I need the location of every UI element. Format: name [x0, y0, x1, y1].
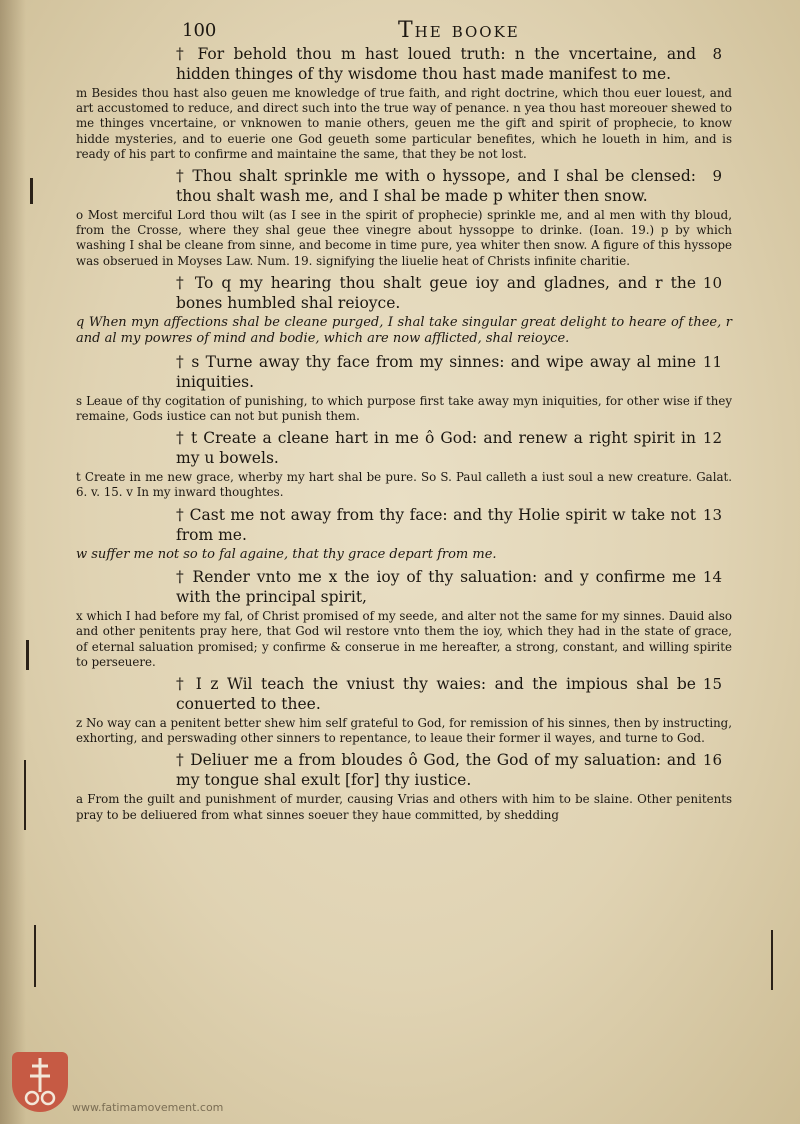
page-number: 100	[182, 20, 217, 41]
page-title: The booke	[398, 18, 520, 43]
margin-rule	[34, 925, 36, 987]
annotation-note: w suffer me not so to fal againe, that thy grace depart from me.	[76, 546, 497, 562]
annotation-note: x which I had before my fal, of Christ promised of my seede, and alter not the same for my sinnes. Dauid also and other penitents pray here, that God wil restore vnto them the ioy, which they had in the state of grace, of eternal saluation promised; y confirme & conserue in me hereafter, a strong, constant, and willing spirite to perseuere.	[76, 609, 732, 669]
verse-text: † Thou shalt sprinkle me with o hyssope, and I shal be clensed: thou shalt wash me, and I shal be made p whiter then snow.	[176, 167, 696, 206]
annotation-note: o Most merciful Lord thou wilt (as I see in the spirit of prophecie) sprinkle me, and al men with thy bloud, from the Crosse, where they shal geue thee vinegre about hyssoppe to drinke. (Ioan. 19.) p by which washing I shal be cleane from sinne, and become in time pure, yea whiter then snow. A figure of this hyssope was obserued in Moyses Law. Num. 19. signifying the liuelie heat of Christs infinite charitie.	[76, 208, 732, 268]
verse	[176, 273, 722, 313]
verse-number: 16	[702, 751, 722, 770]
verse-text: † t Create a cleane hart in me ô God: and renew a right spirit in my u bowels.	[176, 429, 696, 468]
verse-number: 10	[702, 273, 722, 292]
verse-number: 14	[702, 568, 722, 587]
source-url: www.fatimamovement.com	[72, 1101, 224, 1114]
verse-number: 9	[712, 167, 722, 186]
verse	[176, 428, 722, 468]
verse-text: † For behold thou m hast loued truth: n the vncertaine, and hidden thinges of thy wisdome thou hast made manifest to me.	[176, 45, 696, 83]
verse-text: † I z Wil teach the vniust thy waies: and the impious shal be conuerted to thee.	[176, 674, 696, 713]
annotation-note: z No way can a penitent better shew him self grateful to God, for remission of his sinnes, then by instructing, exhorting, and perswading other sinners to repentance, to leaue their former il wayes, and turne to God.	[76, 715, 732, 746]
verse-text: † Cast me not away from thy face: and thy Holie spirit w take not from me.	[176, 505, 696, 544]
margin-rule	[24, 760, 26, 830]
annotation-note: t Create in me new grace, wherby my hart shal be pure. So S. Paul calleth a iust soul a new creature. Galat. 6. v. 15. v In my inward thoughtes.	[76, 470, 732, 500]
verse	[176, 750, 722, 790]
verse	[176, 567, 722, 607]
verse	[176, 674, 722, 714]
margin-rule	[771, 930, 773, 990]
verse-number: 13	[702, 505, 722, 524]
verse	[176, 166, 722, 206]
verse-text: † Deliuer me a from bloudes ô God, the God of my saluation: and my tongue shal exult [for] thy iustice.	[176, 751, 696, 790]
margin-rule	[30, 178, 33, 204]
running-header	[0, 16, 800, 46]
annotation-note: a From the guilt and punishment of murder, causing Vrias and others with him to be slaine. Other penitents pray to be deliuered from what sinnes soeuer they haue committed, by shedding	[76, 792, 732, 822]
verse	[176, 505, 722, 545]
verse-number: 15	[702, 674, 722, 693]
verse	[176, 44, 722, 84]
annotation-note: m Besides thou hast also geuen me knowledge of true faith, and right doctrine, which thou euer louest, and art accustomed to reduce, and direct such into the true way of penance. n yea thou hast moreouer shewed to me thinges vncertaine, or vnknowen to manie others, geuen me the gift and spirit of prophecie, to know hidde mysteries, and to euerie one God geueth some particular benefites, which he loueth in him, and is ready of his part to confirme and maintaine the same, that they be not lost.	[76, 86, 732, 161]
verse-text: † Render vnto me x the ioy of thy saluation: and y confirme me with the principal spirit,	[176, 568, 696, 607]
verse-number: 12	[702, 429, 722, 448]
verse-number: 8	[712, 45, 722, 63]
text-column	[76, 44, 736, 827]
verse-text: † s Turne away thy face from my sinnes: and wipe away al mine iniquities.	[176, 352, 696, 391]
verse-text: † To q my hearing thou shalt geue ioy and gladnes, and r the bones humbled shal reioyce.	[176, 273, 696, 312]
seal-logo	[12, 1052, 68, 1112]
binding-shadow	[0, 0, 26, 1124]
verse-number: 11	[702, 352, 722, 371]
verse	[176, 352, 722, 392]
annotation-note: s Leaue of thy cogitation of punishing, to which purpose first take away myn iniquities, for other wise if they remaine, Gods iustice can not but punish them.	[76, 393, 732, 424]
annotation-note: q When myn affections shal be cleane purged, I shal take singular great delight to heare of thee, r and al my powres of mind and bodie, which are now afflicted, shal reioyce.	[76, 314, 732, 347]
margin-rule	[26, 640, 29, 670]
